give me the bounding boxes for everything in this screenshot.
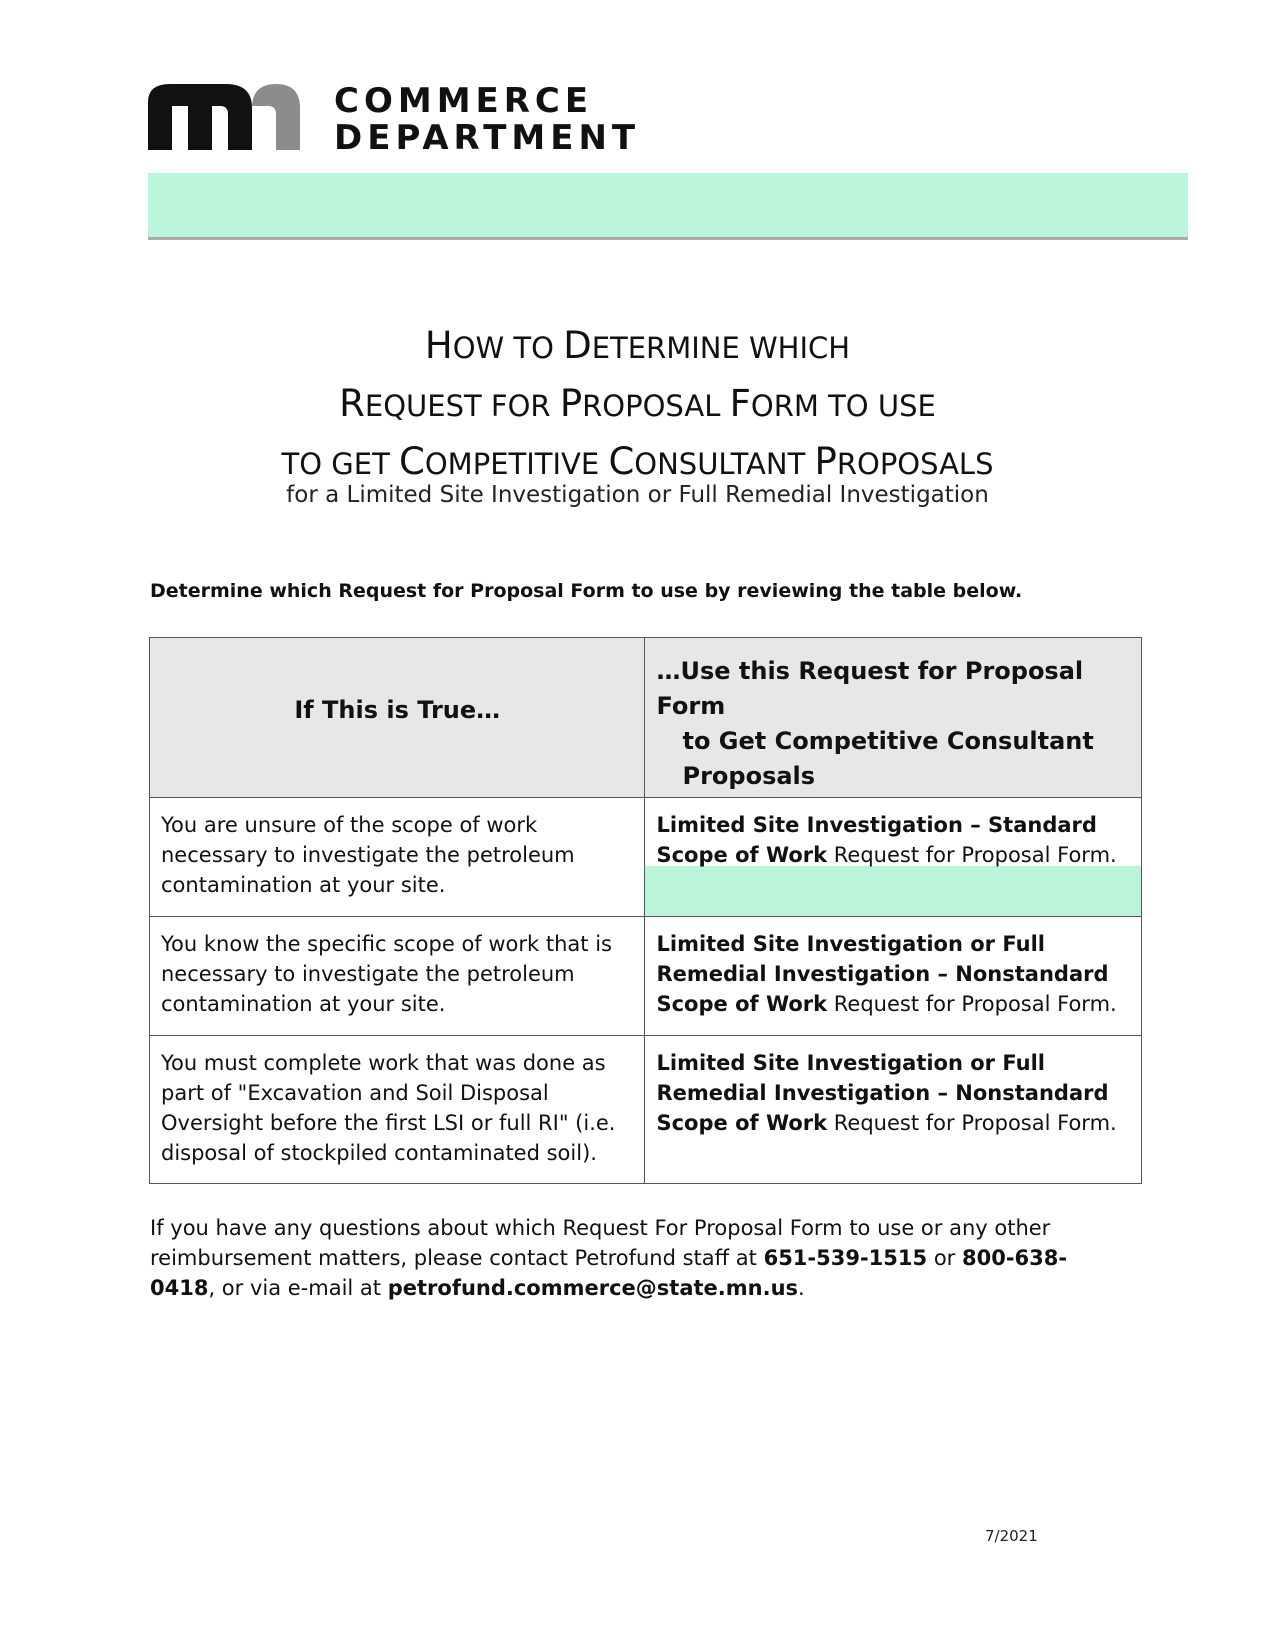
table-header-row bbox=[150, 638, 1142, 798]
title-line-2 bbox=[0, 376, 1275, 434]
phone-number-2[interactable]: 800-638-0418 bbox=[150, 1246, 1068, 1300]
title-line-1 bbox=[0, 318, 1275, 376]
title-text: OMPETITIVE bbox=[424, 447, 609, 481]
form-name: Limited Site Investigation or Full Remedial Investigation – Nonstandard Scope of Work bbox=[656, 1051, 1109, 1135]
form-suffix: Request for Proposal Form. bbox=[827, 992, 1117, 1016]
email-address[interactable]: petrofund.commerce@state.mn.us bbox=[387, 1276, 799, 1300]
header-band bbox=[148, 173, 1188, 240]
table-row bbox=[150, 917, 1142, 1036]
condition-cell: You must complete work that was done as part of "Excavation and Soil Disposal Oversight before the first LSI or full RI" (i.e. disposal of stockpiled contaminated soil). bbox=[150, 1036, 645, 1184]
cell-highlight bbox=[645, 866, 1141, 916]
form-name: Limited Site Investigation – Standard Scope of Work bbox=[656, 813, 1097, 867]
header-form-line-3: Proposals bbox=[682, 762, 816, 790]
condition-cell: You are unsure of the scope of work necessary to investigate the petroleum contamination at your site. bbox=[150, 798, 645, 917]
condition-cell: You know the specific scope of work that is necessary to investigate the petroleum contamination at your site. bbox=[150, 917, 645, 1036]
title-text: ORM TO USE bbox=[750, 389, 936, 423]
title-capital: F bbox=[729, 382, 751, 425]
mn-logo-icon bbox=[148, 84, 300, 150]
form-cell bbox=[645, 917, 1142, 1036]
title-text: TO GET bbox=[281, 447, 400, 481]
title-text: ROPOSALS bbox=[836, 447, 994, 481]
form-name: Limited Site Investigation or Full Remedial Investigation – Nonstandard Scope of Work bbox=[656, 932, 1109, 1016]
logo-line-1: COMMERCE bbox=[334, 81, 594, 121]
title-capital: C bbox=[399, 440, 425, 483]
revision-date: 7/2021 bbox=[985, 1527, 1038, 1545]
table-row bbox=[150, 1036, 1142, 1184]
form-cell bbox=[645, 1036, 1142, 1184]
title-capital: P bbox=[559, 382, 583, 425]
title-capital: D bbox=[563, 324, 592, 367]
title-text: ROPOSAL bbox=[582, 389, 730, 423]
header-form-line-1: …Use this Request for Proposal Form bbox=[656, 657, 1084, 720]
document-title bbox=[0, 318, 1275, 492]
logo-wordmark bbox=[334, 81, 641, 158]
title-capital: P bbox=[814, 440, 837, 483]
title-capital: C bbox=[608, 440, 635, 483]
title-capital: H bbox=[424, 324, 453, 367]
header-form-line-2: to Get Competitive Consultant bbox=[682, 727, 1094, 755]
header-condition bbox=[150, 638, 645, 798]
title-capital: R bbox=[339, 382, 365, 425]
logo-line-2: DEPARTMENT bbox=[334, 118, 641, 158]
title-text: EQUEST FOR bbox=[364, 389, 560, 423]
contact-email-prefix: , or via e-mail at bbox=[208, 1276, 388, 1300]
contact-end: . bbox=[798, 1276, 805, 1300]
contact-text: If you have any questions about which Request For Proposal Form to use or any other reimbursement matters, please contact Petrofund staff at bbox=[150, 1216, 1051, 1270]
document-subtitle: for a Limited Site Investigation or Full Remedial Investigation bbox=[286, 482, 989, 508]
intro-instruction: Determine which Request for Proposal Form to use by reviewing the table below. bbox=[150, 580, 1023, 602]
form-suffix: Request for Proposal Form. bbox=[827, 1111, 1117, 1135]
form-cell bbox=[645, 798, 1142, 917]
title-text: OW TO bbox=[452, 331, 564, 365]
title-text: ETERMINE WHICH bbox=[591, 331, 851, 365]
form-suffix: Request for Proposal Form. bbox=[827, 843, 1117, 867]
contact-paragraph bbox=[150, 1213, 1110, 1303]
contact-or: or bbox=[927, 1246, 962, 1270]
table-row bbox=[150, 798, 1142, 917]
header-condition-label: If This is True… bbox=[294, 696, 501, 724]
title-text: ONSULTANT bbox=[634, 447, 815, 481]
rfp-selection-table bbox=[149, 637, 1142, 1184]
phone-number-1[interactable]: 651-539-1515 bbox=[763, 1246, 928, 1270]
header-form bbox=[645, 638, 1142, 798]
